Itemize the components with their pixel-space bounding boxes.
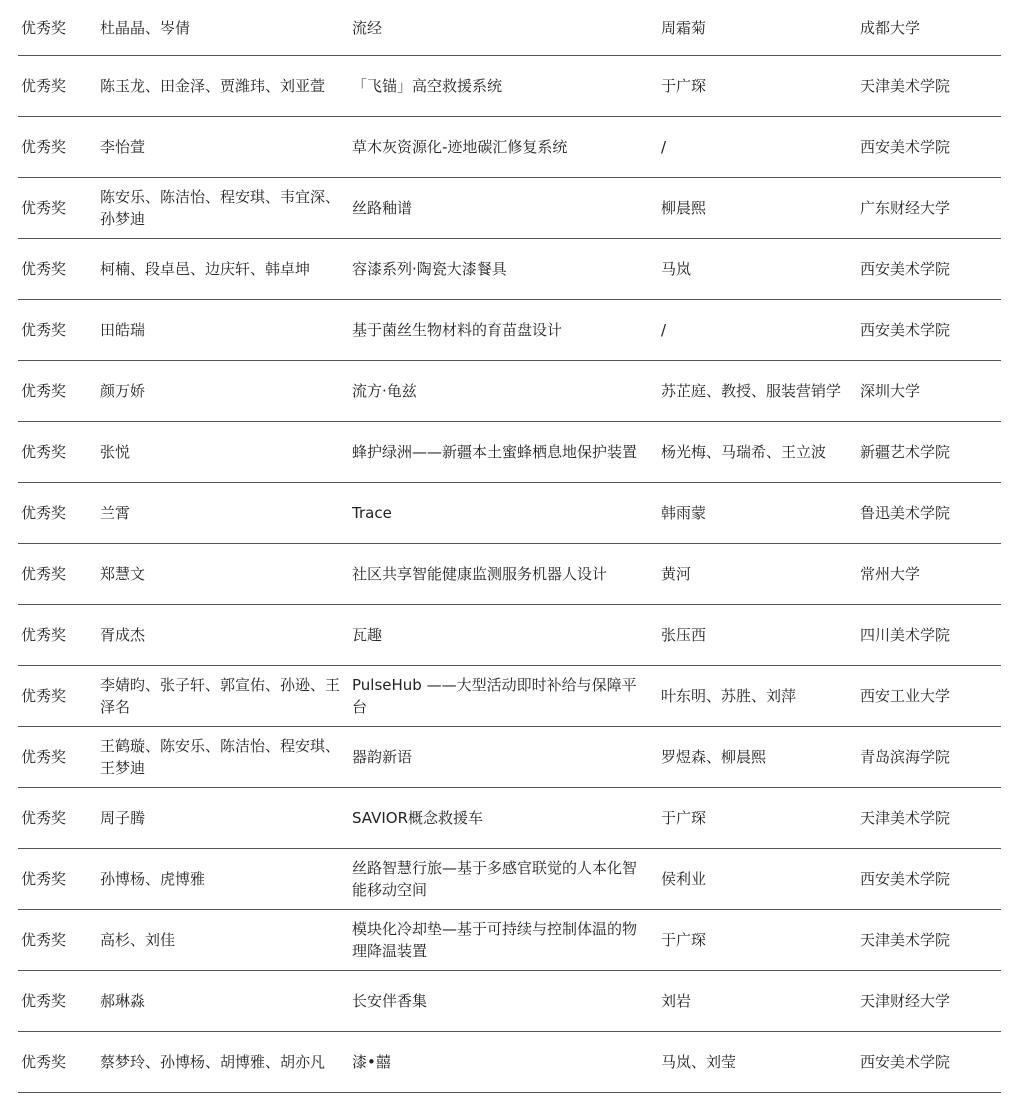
work-title-cell: 流经 bbox=[349, 0, 658, 56]
award-cell: 优秀奖 bbox=[18, 727, 97, 788]
advisor-cell: 张压西 bbox=[658, 605, 857, 666]
table-row bbox=[18, 483, 1001, 544]
school-cell: 深圳大学 bbox=[857, 361, 1001, 422]
table-row bbox=[18, 1032, 1001, 1093]
school-cell: 西安美术学院 bbox=[857, 849, 1001, 910]
advisor-cell: 于广琛 bbox=[658, 56, 857, 117]
school-cell: 天津美术学院 bbox=[857, 910, 1001, 971]
advisor-cell: 周霜菊 bbox=[658, 0, 857, 56]
award-cell: 优秀奖 bbox=[18, 971, 97, 1032]
authors-cell: 郑慧文 bbox=[97, 544, 349, 605]
work-title-cell: 社区共享智能健康监测服务机器人设计 bbox=[349, 544, 658, 605]
table-row bbox=[18, 849, 1001, 910]
school-cell: 西安美术学院 bbox=[857, 300, 1001, 361]
awards-table-body bbox=[18, 0, 1001, 1093]
table-row bbox=[18, 971, 1001, 1032]
table-row bbox=[18, 117, 1001, 178]
school-cell: 四川美术学院 bbox=[857, 605, 1001, 666]
award-cell: 优秀奖 bbox=[18, 239, 97, 300]
school-cell: 天津美术学院 bbox=[857, 788, 1001, 849]
award-cell: 优秀奖 bbox=[18, 56, 97, 117]
table-row bbox=[18, 544, 1001, 605]
advisor-cell: 柳晨熙 bbox=[658, 178, 857, 239]
authors-cell: 王鹤璇、陈安乐、陈洁怡、程安琪、王梦迪 bbox=[97, 727, 349, 788]
work-title-cell: 基于菌丝生物材料的育苗盘设计 bbox=[349, 300, 658, 361]
authors-cell: 陈玉龙、田金泽、贾潍玮、刘亚萱 bbox=[97, 56, 349, 117]
authors-cell: 高杉、刘佳 bbox=[97, 910, 349, 971]
table-row bbox=[18, 300, 1001, 361]
award-cell: 优秀奖 bbox=[18, 910, 97, 971]
school-cell: 新疆艺术学院 bbox=[857, 422, 1001, 483]
authors-cell: 周子腾 bbox=[97, 788, 349, 849]
award-cell: 优秀奖 bbox=[18, 544, 97, 605]
work-title-cell: 容漆系列·陶瓷大漆餐具 bbox=[349, 239, 658, 300]
table-row bbox=[18, 422, 1001, 483]
authors-cell: 李怡萱 bbox=[97, 117, 349, 178]
award-cell: 优秀奖 bbox=[18, 605, 97, 666]
table-row bbox=[18, 727, 1001, 788]
advisor-cell: 苏芷庭、教授、服装营销学 bbox=[658, 361, 857, 422]
award-cell: 优秀奖 bbox=[18, 117, 97, 178]
advisor-cell: / bbox=[658, 117, 857, 178]
school-cell: 西安美术学院 bbox=[857, 1032, 1001, 1093]
work-title-cell: 长安伴香集 bbox=[349, 971, 658, 1032]
authors-cell: 柯楠、段卓邑、边庆轩、韩卓坤 bbox=[97, 239, 349, 300]
table-row bbox=[18, 178, 1001, 239]
authors-cell: 杜晶晶、岑倩 bbox=[97, 0, 349, 56]
advisor-cell: 杨光梅、马瑞希、王立波 bbox=[658, 422, 857, 483]
advisor-cell: 于广琛 bbox=[658, 910, 857, 971]
school-cell: 常州大学 bbox=[857, 544, 1001, 605]
school-cell: 西安工业大学 bbox=[857, 666, 1001, 727]
table-row bbox=[18, 605, 1001, 666]
school-cell: 天津美术学院 bbox=[857, 56, 1001, 117]
work-title-cell: 丝路智慧行旅—基于多感官联觉的人本化智能移动空间 bbox=[349, 849, 658, 910]
award-cell: 优秀奖 bbox=[18, 483, 97, 544]
table-row bbox=[18, 910, 1001, 971]
table-row bbox=[18, 0, 1001, 56]
authors-cell: 张悦 bbox=[97, 422, 349, 483]
work-title-cell: PulseHub ——大型活动即时补给与保障平台 bbox=[349, 666, 658, 727]
authors-cell: 颜万娇 bbox=[97, 361, 349, 422]
advisor-cell: 侯利业 bbox=[658, 849, 857, 910]
award-cell: 优秀奖 bbox=[18, 361, 97, 422]
award-cell: 优秀奖 bbox=[18, 788, 97, 849]
work-title-cell: SAVIOR概念救援车 bbox=[349, 788, 658, 849]
advisor-cell: 叶东明、苏胜、刘萍 bbox=[658, 666, 857, 727]
work-title-cell: 漆•囍 bbox=[349, 1032, 658, 1093]
award-cell: 优秀奖 bbox=[18, 849, 97, 910]
work-title-cell: Trace bbox=[349, 483, 658, 544]
authors-cell: 田皓瑞 bbox=[97, 300, 349, 361]
award-cell: 优秀奖 bbox=[18, 666, 97, 727]
authors-cell: 陈安乐、陈洁怡、程安琪、韦宜深、孙梦迪 bbox=[97, 178, 349, 239]
award-cell: 优秀奖 bbox=[18, 300, 97, 361]
work-title-cell: 丝路釉谱 bbox=[349, 178, 658, 239]
work-title-cell: 模块化冷却垫—基于可持续与控制体温的物理降温装置 bbox=[349, 910, 658, 971]
work-title-cell: 器韵新语 bbox=[349, 727, 658, 788]
table-row bbox=[18, 56, 1001, 117]
award-cell: 优秀奖 bbox=[18, 422, 97, 483]
awards-table bbox=[18, 0, 1001, 1093]
advisor-cell: / bbox=[658, 300, 857, 361]
table-row bbox=[18, 788, 1001, 849]
advisor-cell: 罗煜森、柳晨熙 bbox=[658, 727, 857, 788]
work-title-cell: 流方·龟兹 bbox=[349, 361, 658, 422]
award-cell: 优秀奖 bbox=[18, 1032, 97, 1093]
school-cell: 天津财经大学 bbox=[857, 971, 1001, 1032]
advisor-cell: 马岚、刘莹 bbox=[658, 1032, 857, 1093]
authors-cell: 孙博杨、虎博雅 bbox=[97, 849, 349, 910]
authors-cell: 李婧昀、张子轩、郭宣佑、孙逊、王泽名 bbox=[97, 666, 349, 727]
school-cell: 西安美术学院 bbox=[857, 239, 1001, 300]
award-cell: 优秀奖 bbox=[18, 178, 97, 239]
advisor-cell: 于广琛 bbox=[658, 788, 857, 849]
advisor-cell: 黄河 bbox=[658, 544, 857, 605]
school-cell: 青岛滨海学院 bbox=[857, 727, 1001, 788]
authors-cell: 兰霄 bbox=[97, 483, 349, 544]
award-cell: 优秀奖 bbox=[18, 0, 97, 56]
school-cell: 西安美术学院 bbox=[857, 117, 1001, 178]
work-title-cell: 瓦趣 bbox=[349, 605, 658, 666]
work-title-cell: 「飞锚」高空救援系统 bbox=[349, 56, 658, 117]
work-title-cell: 蜂护绿洲——新疆本土蜜蜂栖息地保护装置 bbox=[349, 422, 658, 483]
authors-cell: 胥成杰 bbox=[97, 605, 349, 666]
school-cell: 广东财经大学 bbox=[857, 178, 1001, 239]
advisor-cell: 韩雨蒙 bbox=[658, 483, 857, 544]
authors-cell: 郝琳淼 bbox=[97, 971, 349, 1032]
school-cell: 鲁迅美术学院 bbox=[857, 483, 1001, 544]
advisor-cell: 刘岩 bbox=[658, 971, 857, 1032]
advisor-cell: 马岚 bbox=[658, 239, 857, 300]
authors-cell: 蔡梦玲、孙博杨、胡博雅、胡亦凡 bbox=[97, 1032, 349, 1093]
school-cell: 成都大学 bbox=[857, 0, 1001, 56]
table-row bbox=[18, 361, 1001, 422]
work-title-cell: 草木灰资源化-迹地碳汇修复系统 bbox=[349, 117, 658, 178]
table-row bbox=[18, 239, 1001, 300]
table-row bbox=[18, 666, 1001, 727]
